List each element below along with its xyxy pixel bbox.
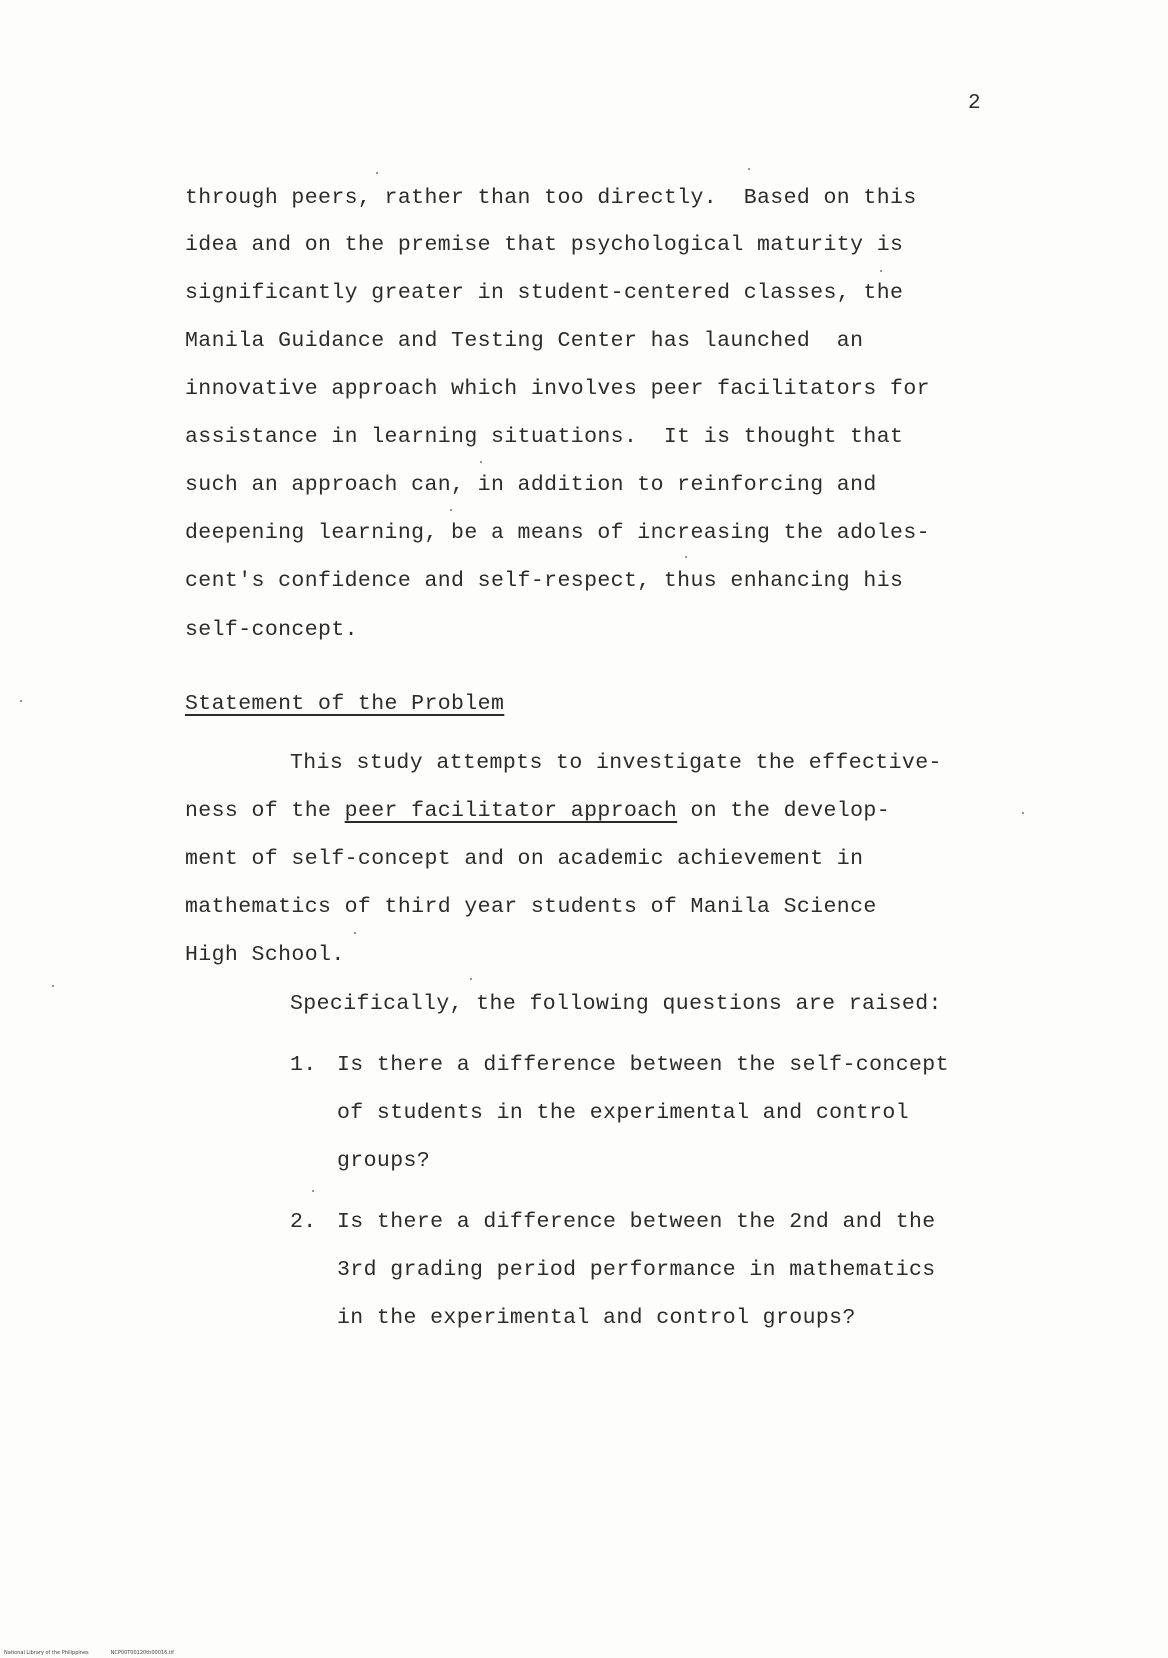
- text-line: ment of self-concept and on academic achievement in: [185, 847, 864, 871]
- text-line: 3rd grading period performance in mathematics: [337, 1258, 936, 1282]
- section-heading: Statement of the Problem: [185, 692, 505, 716]
- text-fragment: on the develop-: [677, 799, 891, 823]
- scan-speck: [450, 509, 452, 511]
- list-item-number: 2.: [290, 1210, 317, 1234]
- text-line: through peers, rather than too directly. Based on this: [185, 186, 917, 210]
- scan-speck: [20, 700, 22, 702]
- scan-speck: [376, 172, 378, 174]
- underlined-term: peer facilitator approach: [344, 799, 678, 823]
- scan-footer: [4, 1650, 196, 1656]
- text-line: innovative approach which involves peer facilitators for: [185, 377, 930, 401]
- text-line: High School.: [185, 943, 345, 967]
- footer-file-id: NCP00T00120th00016.tif: [110, 1650, 174, 1656]
- footer-library: National Library of the Philippines: [4, 1650, 89, 1656]
- scan-speck: [52, 985, 54, 987]
- page-number: 2: [968, 92, 981, 115]
- text-line: This study attempts to investigate the effective-: [290, 751, 942, 775]
- scan-speck: [1022, 812, 1024, 814]
- text-line: in the experimental and control groups?: [337, 1306, 856, 1330]
- text-line: significantly greater in student-centered classes, the: [185, 281, 904, 305]
- text-fragment: ness of the: [185, 799, 345, 823]
- list-item-number: 1.: [290, 1053, 317, 1077]
- text-line: deepening learning, be a means of increasing the adoles-: [185, 521, 930, 545]
- scan-speck: [480, 461, 482, 463]
- text-line: Manila Guidance and Testing Center has launched an: [185, 329, 864, 353]
- scan-speck: [880, 270, 882, 272]
- scan-speck: [748, 168, 750, 170]
- text-line-with-emphasis: [185, 799, 890, 823]
- scan-speck: [312, 1190, 314, 1192]
- scan-speck: [685, 556, 687, 558]
- scan-speck: [470, 978, 472, 980]
- text-line: idea and on the premise that psychological maturity is: [185, 233, 904, 257]
- text-line: Is there a difference between the 2nd and the: [337, 1210, 936, 1234]
- text-line: cent's confidence and self-respect, thus enhancing his: [185, 569, 904, 593]
- text-line: groups?: [337, 1149, 431, 1173]
- questions-intro: Specifically, the following questions are raised:: [290, 992, 942, 1016]
- text-line: of students in the experimental and control: [337, 1101, 909, 1125]
- scan-speck: [354, 932, 356, 934]
- text-line: mathematics of third year students of Manila Science: [185, 895, 877, 919]
- text-line: such an approach can, in addition to reinforcing and: [185, 473, 877, 497]
- text-line: assistance in learning situations. It is thought that: [185, 425, 904, 449]
- text-line: Is there a difference between the self-concept: [337, 1053, 949, 1077]
- text-line: self-concept.: [185, 618, 358, 642]
